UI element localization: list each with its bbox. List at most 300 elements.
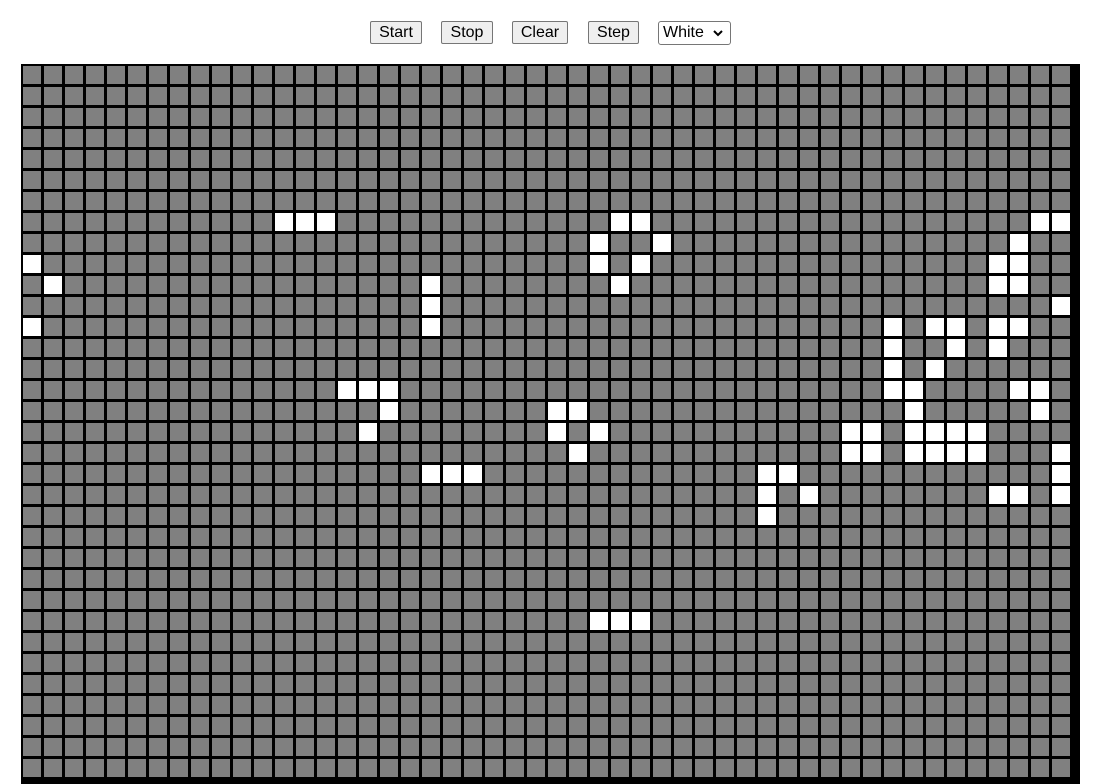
grid-cell[interactable] bbox=[882, 85, 903, 106]
grid-cell[interactable] bbox=[777, 652, 798, 673]
grid-cell[interactable] bbox=[294, 421, 315, 442]
grid-cell[interactable] bbox=[924, 484, 945, 505]
grid-cell[interactable] bbox=[525, 64, 546, 85]
grid-cell[interactable] bbox=[84, 631, 105, 652]
grid-cell-alive[interactable] bbox=[1008, 484, 1029, 505]
grid-cell-alive[interactable] bbox=[294, 211, 315, 232]
grid-cell[interactable] bbox=[294, 526, 315, 547]
grid-cell[interactable] bbox=[756, 358, 777, 379]
grid-cell[interactable] bbox=[189, 337, 210, 358]
grid-cell[interactable] bbox=[630, 316, 651, 337]
grid-cell[interactable] bbox=[1029, 610, 1050, 631]
grid-cell[interactable] bbox=[651, 484, 672, 505]
grid-cell[interactable] bbox=[693, 274, 714, 295]
grid-cell[interactable] bbox=[567, 232, 588, 253]
grid-cell[interactable] bbox=[588, 715, 609, 736]
grid-cell[interactable] bbox=[903, 715, 924, 736]
grid-cell[interactable] bbox=[525, 316, 546, 337]
grid-cell-alive[interactable] bbox=[945, 316, 966, 337]
grid-cell[interactable] bbox=[21, 673, 42, 694]
grid-cell[interactable] bbox=[105, 274, 126, 295]
grid-cell[interactable] bbox=[756, 253, 777, 274]
grid-cell[interactable] bbox=[546, 337, 567, 358]
grid-cell[interactable] bbox=[273, 673, 294, 694]
grid-cell[interactable] bbox=[546, 610, 567, 631]
grid-cell[interactable] bbox=[966, 127, 987, 148]
grid-cell[interactable] bbox=[357, 64, 378, 85]
grid-cell[interactable] bbox=[588, 568, 609, 589]
grid-cell[interactable] bbox=[147, 694, 168, 715]
grid-cell[interactable] bbox=[1008, 421, 1029, 442]
grid-cell[interactable] bbox=[609, 169, 630, 190]
grid-cell[interactable] bbox=[378, 547, 399, 568]
grid-cell[interactable] bbox=[1050, 652, 1071, 673]
grid-cell[interactable] bbox=[210, 547, 231, 568]
grid-cell[interactable] bbox=[840, 673, 861, 694]
grid-cell[interactable] bbox=[567, 568, 588, 589]
grid-cell[interactable] bbox=[903, 547, 924, 568]
grid-cell[interactable] bbox=[84, 484, 105, 505]
grid-cell[interactable] bbox=[210, 568, 231, 589]
grid-cell[interactable] bbox=[210, 610, 231, 631]
grid-cell[interactable] bbox=[168, 337, 189, 358]
grid-cell[interactable] bbox=[630, 589, 651, 610]
grid-cell[interactable] bbox=[798, 757, 819, 778]
grid-cell[interactable] bbox=[63, 484, 84, 505]
grid-cell[interactable] bbox=[651, 631, 672, 652]
grid-cell[interactable] bbox=[231, 442, 252, 463]
grid-cell[interactable] bbox=[840, 463, 861, 484]
grid-cell[interactable] bbox=[42, 127, 63, 148]
grid-cell[interactable] bbox=[336, 694, 357, 715]
grid-cell[interactable] bbox=[1029, 463, 1050, 484]
grid-cell[interactable] bbox=[903, 505, 924, 526]
grid-cell[interactable] bbox=[273, 316, 294, 337]
grid-cell-alive[interactable] bbox=[1029, 211, 1050, 232]
grid-cell[interactable] bbox=[1008, 463, 1029, 484]
grid-cell[interactable] bbox=[84, 505, 105, 526]
grid-cell[interactable] bbox=[735, 631, 756, 652]
grid-cell[interactable] bbox=[609, 715, 630, 736]
grid-cell[interactable] bbox=[861, 85, 882, 106]
grid-cell[interactable] bbox=[798, 379, 819, 400]
grid-cell[interactable] bbox=[378, 526, 399, 547]
grid-cell[interactable] bbox=[630, 526, 651, 547]
grid-cell[interactable] bbox=[63, 589, 84, 610]
grid-cell[interactable] bbox=[609, 505, 630, 526]
grid-cell[interactable] bbox=[147, 631, 168, 652]
grid-cell[interactable] bbox=[420, 442, 441, 463]
grid-cell[interactable] bbox=[651, 64, 672, 85]
grid-cell[interactable] bbox=[420, 211, 441, 232]
grid-cell[interactable] bbox=[672, 484, 693, 505]
grid-cell[interactable] bbox=[126, 253, 147, 274]
grid-cell[interactable] bbox=[819, 316, 840, 337]
grid-cell[interactable] bbox=[84, 694, 105, 715]
grid-cell[interactable] bbox=[357, 211, 378, 232]
grid-cell[interactable] bbox=[273, 547, 294, 568]
grid-cell[interactable] bbox=[42, 463, 63, 484]
grid-cell[interactable] bbox=[861, 148, 882, 169]
grid-cell[interactable] bbox=[735, 757, 756, 778]
grid-cell[interactable] bbox=[483, 715, 504, 736]
grid-cell[interactable] bbox=[945, 610, 966, 631]
grid-cell[interactable] bbox=[357, 715, 378, 736]
grid-cell[interactable] bbox=[252, 610, 273, 631]
grid-cell[interactable] bbox=[462, 526, 483, 547]
grid-cell[interactable] bbox=[567, 358, 588, 379]
grid-cell[interactable] bbox=[945, 694, 966, 715]
grid-cell[interactable] bbox=[777, 337, 798, 358]
grid-cell[interactable] bbox=[189, 484, 210, 505]
grid-cell[interactable] bbox=[357, 169, 378, 190]
grid-cell[interactable] bbox=[588, 547, 609, 568]
grid-cell[interactable] bbox=[462, 253, 483, 274]
grid-cell[interactable] bbox=[441, 610, 462, 631]
grid-cell[interactable] bbox=[84, 316, 105, 337]
grid-cell[interactable] bbox=[945, 169, 966, 190]
grid-cell[interactable] bbox=[1008, 631, 1029, 652]
grid-cell[interactable] bbox=[945, 190, 966, 211]
grid-cell[interactable] bbox=[966, 85, 987, 106]
grid-cell[interactable] bbox=[945, 652, 966, 673]
grid-cell[interactable] bbox=[819, 64, 840, 85]
grid-cell[interactable] bbox=[987, 148, 1008, 169]
grid-cell[interactable] bbox=[819, 190, 840, 211]
grid-cell[interactable] bbox=[861, 673, 882, 694]
grid-cell[interactable] bbox=[882, 400, 903, 421]
grid-cell[interactable] bbox=[84, 757, 105, 778]
grid-cell[interactable] bbox=[294, 715, 315, 736]
grid-cell[interactable] bbox=[105, 379, 126, 400]
grid-cell[interactable] bbox=[441, 547, 462, 568]
grid-cell[interactable] bbox=[189, 190, 210, 211]
grid-cell[interactable] bbox=[378, 421, 399, 442]
grid-cell[interactable] bbox=[798, 610, 819, 631]
grid-cell[interactable] bbox=[147, 211, 168, 232]
grid-cell[interactable] bbox=[63, 694, 84, 715]
grid-cell[interactable] bbox=[882, 484, 903, 505]
grid-cell[interactable] bbox=[798, 64, 819, 85]
grid-cell[interactable] bbox=[231, 631, 252, 652]
grid-cell[interactable] bbox=[630, 379, 651, 400]
grid-cell[interactable] bbox=[42, 295, 63, 316]
grid-cell[interactable] bbox=[231, 505, 252, 526]
grid-cell[interactable] bbox=[546, 316, 567, 337]
grid-cell[interactable] bbox=[588, 736, 609, 757]
grid-cell[interactable] bbox=[1050, 631, 1071, 652]
start-button[interactable]: Start bbox=[370, 21, 422, 44]
grid-cell[interactable] bbox=[63, 547, 84, 568]
grid-cell[interactable] bbox=[819, 505, 840, 526]
grid-cell[interactable] bbox=[252, 106, 273, 127]
grid-cell[interactable] bbox=[126, 631, 147, 652]
grid-cell[interactable] bbox=[336, 547, 357, 568]
grid-cell[interactable] bbox=[693, 85, 714, 106]
grid-cell[interactable] bbox=[777, 379, 798, 400]
grid-cell[interactable] bbox=[294, 190, 315, 211]
grid-cell[interactable] bbox=[1029, 295, 1050, 316]
grid-cell[interactable] bbox=[252, 400, 273, 421]
grid-cell[interactable] bbox=[273, 610, 294, 631]
grid-cell[interactable] bbox=[483, 757, 504, 778]
grid-cell[interactable] bbox=[483, 64, 504, 85]
grid-cell[interactable] bbox=[630, 400, 651, 421]
grid-cell[interactable] bbox=[210, 253, 231, 274]
grid-cell[interactable] bbox=[273, 169, 294, 190]
grid-cell[interactable] bbox=[588, 652, 609, 673]
grid-cell[interactable] bbox=[798, 211, 819, 232]
grid-cell[interactable] bbox=[294, 148, 315, 169]
grid-cell[interactable] bbox=[483, 253, 504, 274]
grid-cell[interactable] bbox=[147, 589, 168, 610]
grid-cell[interactable] bbox=[441, 757, 462, 778]
grid-cell[interactable] bbox=[210, 190, 231, 211]
grid-cell[interactable] bbox=[903, 211, 924, 232]
grid-cell[interactable] bbox=[903, 757, 924, 778]
grid-cell[interactable] bbox=[1050, 715, 1071, 736]
grid-cell[interactable] bbox=[609, 652, 630, 673]
grid-cell[interactable] bbox=[609, 463, 630, 484]
grid-cell[interactable] bbox=[567, 610, 588, 631]
grid-cell[interactable] bbox=[567, 337, 588, 358]
grid-cell[interactable] bbox=[105, 148, 126, 169]
grid-cell-alive[interactable] bbox=[840, 421, 861, 442]
grid-cell[interactable] bbox=[462, 652, 483, 673]
grid-cell[interactable] bbox=[294, 589, 315, 610]
grid-cell[interactable] bbox=[840, 379, 861, 400]
grid-cell[interactable] bbox=[630, 631, 651, 652]
grid-cell[interactable] bbox=[483, 211, 504, 232]
grid-cell-alive[interactable] bbox=[966, 421, 987, 442]
grid-cell[interactable] bbox=[378, 631, 399, 652]
grid-cell[interactable] bbox=[672, 148, 693, 169]
grid-cell[interactable] bbox=[735, 274, 756, 295]
grid-cell[interactable] bbox=[189, 232, 210, 253]
grid-cell[interactable] bbox=[378, 463, 399, 484]
grid-cell[interactable] bbox=[504, 463, 525, 484]
grid-cell[interactable] bbox=[672, 400, 693, 421]
grid-cell[interactable] bbox=[945, 127, 966, 148]
grid-cell[interactable] bbox=[294, 64, 315, 85]
grid-cell[interactable] bbox=[273, 526, 294, 547]
grid-cell[interactable] bbox=[126, 232, 147, 253]
grid-cell[interactable] bbox=[735, 211, 756, 232]
grid-cell[interactable] bbox=[1050, 274, 1071, 295]
grid-cell[interactable] bbox=[441, 253, 462, 274]
grid-cell[interactable] bbox=[63, 295, 84, 316]
grid-cell[interactable] bbox=[588, 190, 609, 211]
grid-cell[interactable] bbox=[882, 715, 903, 736]
grid-cell[interactable] bbox=[21, 127, 42, 148]
grid-cell[interactable] bbox=[357, 400, 378, 421]
grid-cell[interactable] bbox=[693, 505, 714, 526]
grid-cell[interactable] bbox=[567, 253, 588, 274]
grid-cell[interactable] bbox=[378, 274, 399, 295]
grid-cell[interactable] bbox=[903, 694, 924, 715]
grid-cell[interactable] bbox=[756, 736, 777, 757]
grid-cell[interactable] bbox=[714, 757, 735, 778]
grid-cell[interactable] bbox=[735, 547, 756, 568]
grid-cell[interactable] bbox=[357, 85, 378, 106]
grid-cell[interactable] bbox=[714, 148, 735, 169]
grid-cell[interactable] bbox=[924, 337, 945, 358]
grid-cell[interactable] bbox=[924, 64, 945, 85]
grid-cell[interactable] bbox=[861, 715, 882, 736]
grid-cell[interactable] bbox=[609, 736, 630, 757]
grid-cell[interactable] bbox=[777, 169, 798, 190]
grid-cell[interactable] bbox=[1050, 610, 1071, 631]
grid-cell[interactable] bbox=[126, 547, 147, 568]
grid-cell[interactable] bbox=[651, 106, 672, 127]
grid-cell[interactable] bbox=[273, 463, 294, 484]
grid-cell[interactable] bbox=[42, 484, 63, 505]
grid-cell[interactable] bbox=[231, 715, 252, 736]
grid-cell[interactable] bbox=[966, 106, 987, 127]
grid-cell[interactable] bbox=[798, 106, 819, 127]
grid-cell[interactable] bbox=[777, 64, 798, 85]
grid-cell[interactable] bbox=[462, 421, 483, 442]
grid-cell[interactable] bbox=[609, 400, 630, 421]
grid-cell[interactable] bbox=[672, 274, 693, 295]
grid-cell[interactable] bbox=[735, 295, 756, 316]
grid-cell[interactable] bbox=[1008, 211, 1029, 232]
grid-cell[interactable] bbox=[147, 295, 168, 316]
grid-cell[interactable] bbox=[819, 106, 840, 127]
grid-cell[interactable] bbox=[861, 316, 882, 337]
grid-cell[interactable] bbox=[420, 253, 441, 274]
grid-cell[interactable] bbox=[693, 148, 714, 169]
grid-cell[interactable] bbox=[567, 505, 588, 526]
grid-cell[interactable] bbox=[1050, 148, 1071, 169]
grid-cell[interactable] bbox=[294, 442, 315, 463]
grid-cell[interactable] bbox=[630, 127, 651, 148]
grid-cell[interactable] bbox=[798, 337, 819, 358]
grid-cell[interactable] bbox=[231, 547, 252, 568]
grid-cell[interactable] bbox=[924, 106, 945, 127]
grid-cell[interactable] bbox=[609, 64, 630, 85]
grid-cell[interactable] bbox=[84, 232, 105, 253]
grid-cell[interactable] bbox=[42, 169, 63, 190]
grid-cell[interactable] bbox=[777, 526, 798, 547]
grid-cell[interactable] bbox=[945, 715, 966, 736]
grid-cell[interactable] bbox=[462, 316, 483, 337]
grid-cell[interactable] bbox=[147, 652, 168, 673]
grid-cell[interactable] bbox=[399, 274, 420, 295]
grid-cell[interactable] bbox=[504, 148, 525, 169]
grid-cell[interactable] bbox=[168, 127, 189, 148]
grid-cell[interactable] bbox=[315, 589, 336, 610]
grid-cell[interactable] bbox=[672, 568, 693, 589]
grid-cell[interactable] bbox=[945, 148, 966, 169]
grid-cell[interactable] bbox=[42, 316, 63, 337]
grid-cell[interactable] bbox=[126, 463, 147, 484]
grid-cell[interactable] bbox=[189, 295, 210, 316]
grid-cell[interactable] bbox=[273, 568, 294, 589]
grid-cell[interactable] bbox=[609, 442, 630, 463]
grid-cell[interactable] bbox=[1050, 190, 1071, 211]
grid-cell[interactable] bbox=[336, 505, 357, 526]
grid-cell[interactable] bbox=[126, 274, 147, 295]
grid-cell[interactable] bbox=[210, 337, 231, 358]
grid-cell[interactable] bbox=[210, 505, 231, 526]
grid-cell[interactable] bbox=[546, 673, 567, 694]
grid-cell[interactable] bbox=[210, 484, 231, 505]
grid-cell[interactable] bbox=[273, 253, 294, 274]
grid-cell[interactable] bbox=[294, 505, 315, 526]
grid-cell[interactable] bbox=[420, 400, 441, 421]
grid-cell[interactable] bbox=[756, 295, 777, 316]
grid-cell[interactable] bbox=[231, 190, 252, 211]
grid-cell[interactable] bbox=[609, 190, 630, 211]
grid-cell[interactable] bbox=[966, 190, 987, 211]
grid-cell[interactable] bbox=[210, 442, 231, 463]
grid-cell[interactable] bbox=[987, 127, 1008, 148]
grid-cell[interactable] bbox=[336, 484, 357, 505]
grid-cell[interactable] bbox=[294, 568, 315, 589]
grid-cell[interactable] bbox=[588, 274, 609, 295]
grid-cell[interactable] bbox=[1050, 505, 1071, 526]
grid-cell-alive[interactable] bbox=[462, 463, 483, 484]
grid-cell-alive[interactable] bbox=[588, 253, 609, 274]
grid-cell[interactable] bbox=[525, 631, 546, 652]
grid-cell[interactable] bbox=[378, 358, 399, 379]
grid-cell[interactable] bbox=[651, 148, 672, 169]
grid-cell[interactable] bbox=[378, 337, 399, 358]
grid-cell[interactable] bbox=[168, 316, 189, 337]
grid-cell[interactable] bbox=[1050, 316, 1071, 337]
grid-cell[interactable] bbox=[168, 421, 189, 442]
grid-cell[interactable] bbox=[147, 484, 168, 505]
grid-cell[interactable] bbox=[1008, 190, 1029, 211]
grid-cell[interactable] bbox=[567, 211, 588, 232]
grid-cell[interactable] bbox=[630, 106, 651, 127]
grid-cell[interactable] bbox=[21, 715, 42, 736]
grid-cell[interactable] bbox=[504, 757, 525, 778]
grid-cell[interactable] bbox=[1008, 64, 1029, 85]
grid-cell[interactable] bbox=[441, 652, 462, 673]
grid-cell[interactable] bbox=[210, 211, 231, 232]
grid-cell[interactable] bbox=[441, 673, 462, 694]
grid-cell[interactable] bbox=[672, 169, 693, 190]
grid-cell-alive[interactable] bbox=[21, 253, 42, 274]
grid-cell[interactable] bbox=[462, 610, 483, 631]
grid-cell[interactable] bbox=[525, 673, 546, 694]
grid-cell[interactable] bbox=[252, 127, 273, 148]
grid-cell[interactable] bbox=[1050, 106, 1071, 127]
grid-cell[interactable] bbox=[420, 421, 441, 442]
grid-cell[interactable] bbox=[126, 421, 147, 442]
grid-cell[interactable] bbox=[609, 673, 630, 694]
grid-cell[interactable] bbox=[882, 652, 903, 673]
grid-cell[interactable] bbox=[168, 547, 189, 568]
grid-cell[interactable] bbox=[546, 169, 567, 190]
grid-cell[interactable] bbox=[189, 400, 210, 421]
grid-cell[interactable] bbox=[21, 232, 42, 253]
grid-cell[interactable] bbox=[252, 295, 273, 316]
grid-cell[interactable] bbox=[168, 505, 189, 526]
grid-cell[interactable] bbox=[945, 547, 966, 568]
grid-cell[interactable] bbox=[84, 463, 105, 484]
grid-cell[interactable] bbox=[441, 316, 462, 337]
grid-cell[interactable] bbox=[987, 694, 1008, 715]
grid-cell[interactable] bbox=[147, 463, 168, 484]
grid-cell[interactable] bbox=[945, 379, 966, 400]
grid-cell[interactable] bbox=[399, 421, 420, 442]
grid-cell[interactable] bbox=[987, 64, 1008, 85]
grid-cell[interactable] bbox=[315, 757, 336, 778]
grid-cell[interactable] bbox=[315, 127, 336, 148]
